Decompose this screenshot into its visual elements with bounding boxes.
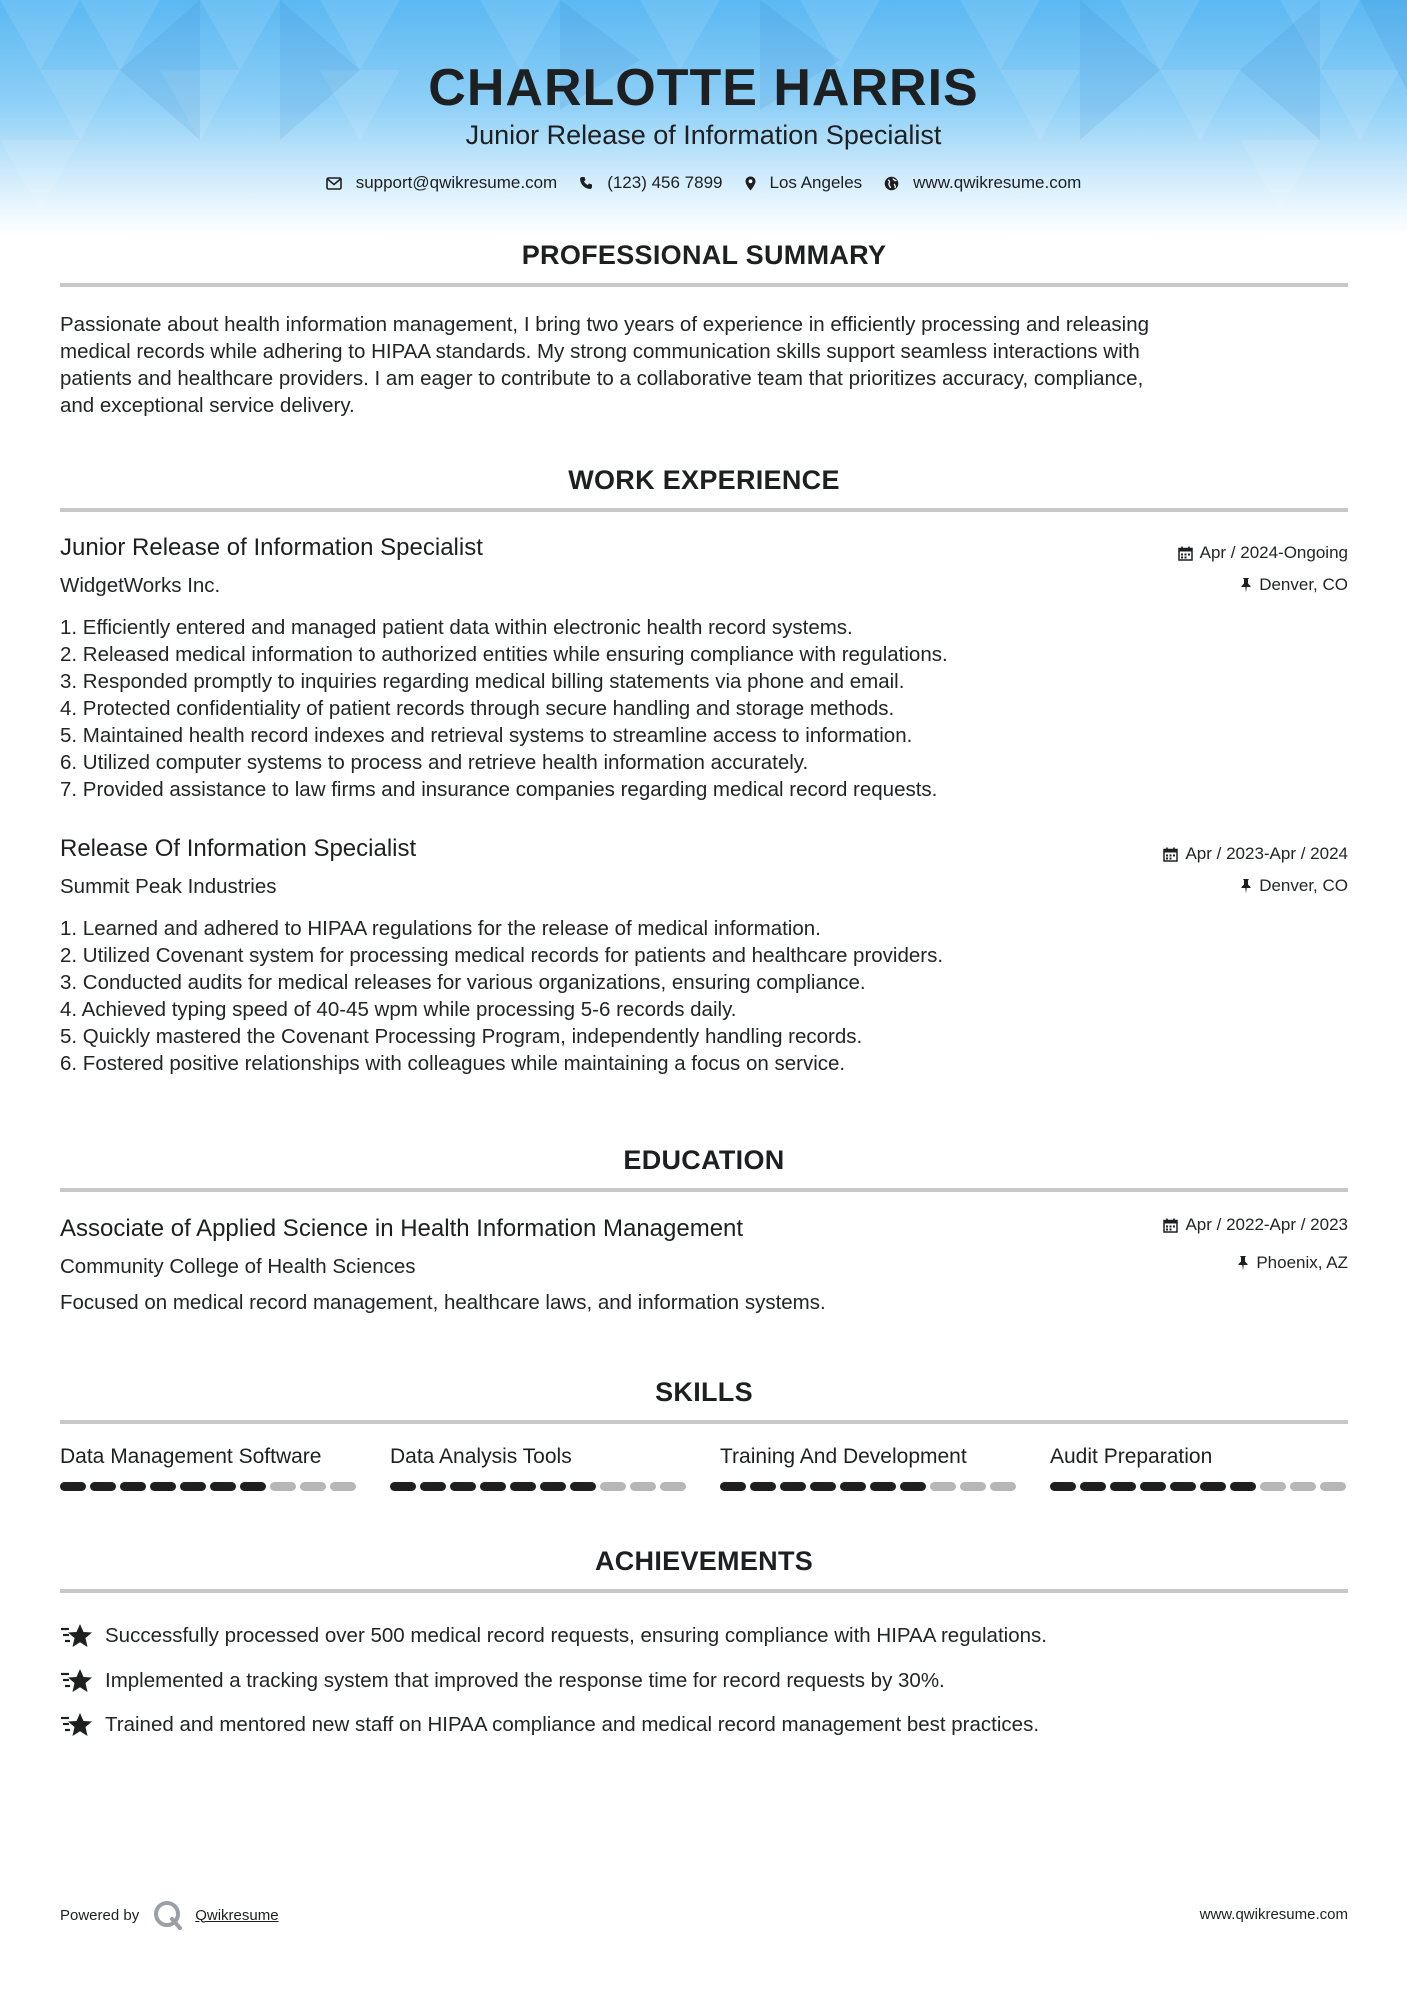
contact-location (745, 173, 863, 193)
education-dates (1163, 1215, 1348, 1235)
skill-segment-filled (570, 1482, 596, 1491)
skill-segment-filled (480, 1482, 506, 1491)
skill-segment-filled (1140, 1482, 1166, 1491)
star-icon (60, 1668, 93, 1694)
job-responsibilities (60, 915, 1350, 1077)
summary-line: Passionate about health information management, I bring two years of experience in efficiently processing and releasing (60, 313, 1150, 336)
skill-segment-filled (510, 1482, 536, 1491)
skill-segment-filled (210, 1482, 236, 1491)
section-title-skills: SKILLS (655, 1377, 753, 1407)
qwikresume-logo-icon (153, 1900, 183, 1930)
list-item (60, 1614, 1350, 1659)
skill-segment-filled (1080, 1482, 1106, 1491)
summary-line: medical records while adhering to HIPAA standards. My strong communication skills support seamless interactions with (60, 340, 1140, 363)
job-dates (1178, 543, 1348, 563)
section-divider (60, 1188, 1348, 1192)
skill-segment-filled (1110, 1482, 1136, 1491)
company-name: WidgetWorks Inc. (60, 574, 221, 597)
website-text: www.qwikresume.com (913, 173, 1082, 192)
list-item (60, 1659, 1350, 1704)
skill-name: Data Management Software (60, 1445, 322, 1468)
footer-website-link[interactable]: www.qwikresume.com (1199, 1906, 1348, 1923)
education-location-text: Phoenix, AZ (1256, 1253, 1348, 1272)
skill-segment-filled (540, 1482, 566, 1491)
skill-segment-filled (390, 1482, 416, 1491)
skill-segment-filled (90, 1482, 116, 1491)
company-name: Summit Peak Industries (60, 875, 277, 898)
skill-segment-empty (930, 1482, 956, 1491)
summary-text (60, 311, 1350, 419)
skill-segment-filled (120, 1482, 146, 1491)
list-item: 2. Released medical information to authorized entities while ensuring compliance with regulations. (60, 643, 948, 666)
job-dates-text: Apr / 2024-Ongoing (1199, 543, 1348, 562)
skill-name: Audit Preparation (1050, 1445, 1213, 1468)
list-item: 3. Conducted audits for medical releases for various organizations, ensuring compliance. (60, 971, 866, 994)
skill-segment-empty (960, 1482, 986, 1491)
calendar-icon (1163, 1218, 1178, 1233)
section-title-education: EDUCATION (623, 1145, 785, 1175)
skill-segment-empty (600, 1482, 626, 1491)
job-title: Junior Release of Information Specialist (60, 534, 483, 561)
achievements-list (60, 1614, 1350, 1748)
resume-header (0, 0, 1407, 235)
skill-segment-empty (330, 1482, 356, 1491)
candidate-name: CHARLOTTE HARRIS (428, 59, 979, 117)
skill-segment-filled (1050, 1482, 1076, 1491)
degree-title: Associate of Applied Science in Health Information Management (60, 1215, 744, 1242)
job-responsibilities (60, 614, 1350, 803)
phone-text: (123) 456 7899 (607, 173, 723, 192)
list-item: 6. Utilized computer systems to process and retrieve health information accurately. (60, 751, 809, 774)
section-title-experience: WORK EXPERIENCE (568, 465, 840, 495)
skill-segment-empty (660, 1482, 686, 1491)
achievement-text: Trained and mentored new staff on HIPAA compliance and medical record management best practices. (105, 1713, 1040, 1737)
skill-segment-filled (720, 1482, 746, 1491)
education-location (1237, 1253, 1348, 1273)
skill-level-bar (60, 1482, 360, 1491)
skill-segment-filled (1170, 1482, 1196, 1491)
phone-icon (579, 176, 593, 190)
skill-segment-empty (1260, 1482, 1286, 1491)
school-name: Community College of Health Sciences (60, 1255, 416, 1278)
list-item: 3. Responded promptly to inquiries regarding medical billing statements via phone and email. (60, 670, 905, 693)
location-text: Los Angeles (769, 173, 863, 192)
skill-level-bar (1050, 1482, 1350, 1491)
skill-segment-empty (1290, 1482, 1316, 1491)
skill-segment-filled (780, 1482, 806, 1491)
list-item: 5. Quickly mastered the Covenant Processing Program, independently handling records. (60, 1025, 863, 1048)
skill-segment-empty (990, 1482, 1016, 1491)
section-title-summary: PROFESSIONAL SUMMARY (521, 240, 887, 270)
job-location (1240, 575, 1348, 595)
skills-grid (60, 1445, 1350, 1491)
skill-segment-filled (840, 1482, 866, 1491)
skill-segment-filled (420, 1482, 446, 1491)
section-divider (60, 283, 1348, 287)
skill-item (720, 1445, 1020, 1491)
achievement-text: Successfully processed over 500 medical record requests, ensuring compliance with HIPAA regulations. (105, 1624, 1047, 1648)
skill-segment-filled (450, 1482, 476, 1491)
map-marker-icon (745, 176, 756, 191)
job-location-text: Denver, CO (1259, 876, 1348, 895)
summary-line: patients and healthcare providers. I am eager to contribute to a collaborative team that prioritizes accuracy, compliance, (60, 367, 1144, 390)
list-item (60, 1703, 1350, 1748)
job-title: Release Of Information Specialist (60, 835, 417, 862)
list-item: 1. Learned and adhered to HIPAA regulations for the release of medical information. (60, 917, 821, 940)
skill-segment-filled (180, 1482, 206, 1491)
skill-segment-filled (870, 1482, 896, 1491)
skill-segment-empty (270, 1482, 296, 1491)
skill-segment-empty (300, 1482, 326, 1491)
section-title-achievements: ACHIEVEMENTS (594, 1546, 814, 1576)
job-location-text: Denver, CO (1259, 575, 1348, 594)
skill-segment-filled (60, 1482, 86, 1491)
star-icon (60, 1712, 93, 1738)
contact-bar (0, 173, 1407, 193)
contact-phone[interactable] (579, 173, 722, 193)
calendar-icon (1163, 847, 1178, 862)
contact-website[interactable] (884, 173, 1081, 193)
section-divider (60, 1420, 1348, 1424)
powered-by-label: Powered by (60, 1906, 140, 1924)
skill-segment-filled (1230, 1482, 1256, 1491)
skill-level-bar (720, 1482, 1020, 1491)
list-item: 5. Maintained health record indexes and retrieval systems to streamline access to information. (60, 724, 913, 747)
skill-segment-filled (1200, 1482, 1226, 1491)
envelope-icon (326, 177, 342, 190)
pushpin-icon (1240, 577, 1252, 593)
list-item: 2. Utilized Covenant system for processing medical records for patients and healthcare providers. (60, 944, 944, 967)
globe-icon (884, 176, 899, 191)
list-item: 4. Achieved typing speed of 40-45 wpm while processing 5-6 records daily. (60, 998, 737, 1021)
skill-item (390, 1445, 690, 1491)
contact-email[interactable] (326, 173, 558, 193)
candidate-title: Junior Release of Information Specialist (465, 120, 942, 150)
skill-segment-empty (630, 1482, 656, 1491)
star-icon (60, 1623, 93, 1649)
list-item: 4. Protected confidentiality of patient records through secure handling and storage methods. (60, 697, 895, 720)
skill-segment-filled (240, 1482, 266, 1491)
skill-segment-empty (1320, 1482, 1346, 1491)
pushpin-icon (1240, 878, 1252, 894)
skill-level-bar (390, 1482, 690, 1491)
skill-name: Data Analysis Tools (390, 1445, 572, 1468)
skill-item (1050, 1445, 1350, 1491)
achievement-text: Implemented a tracking system that improved the response time for record requests by 30%. (105, 1668, 945, 1692)
skill-segment-filled (750, 1482, 776, 1491)
email-text: support@qwikresume.com (355, 173, 558, 192)
summary-line: and exceptional service delivery. (60, 394, 355, 417)
skill-segment-filled (150, 1482, 176, 1491)
list-item: 6. Fostered positive relationships with colleagues while maintaining a focus on service. (60, 1052, 846, 1075)
list-item: 1. Efficiently entered and managed patient data within electronic health record systems. (60, 616, 853, 639)
education-dates-text: Apr / 2022-Apr / 2023 (1185, 1215, 1348, 1234)
education-description: Focused on medical record management, healthcare laws, and information systems. (60, 1291, 826, 1314)
section-divider (60, 508, 1348, 512)
skill-item (60, 1445, 360, 1491)
job-dates-text: Apr / 2023-Apr / 2024 (1185, 844, 1348, 863)
section-divider (60, 1589, 1348, 1593)
qwikresume-link[interactable]: Qwikresume (195, 1906, 279, 1924)
calendar-icon (1178, 546, 1193, 561)
job-dates (1163, 844, 1348, 864)
skill-segment-filled (900, 1482, 926, 1491)
skill-segment-filled (810, 1482, 836, 1491)
job-location (1240, 876, 1348, 896)
pushpin-icon (1237, 1255, 1249, 1271)
list-item: 7. Provided assistance to law firms and insurance companies regarding medical record requests. (60, 778, 938, 801)
skill-name: Training And Development (720, 1445, 967, 1468)
footer-branding (60, 1900, 279, 1930)
